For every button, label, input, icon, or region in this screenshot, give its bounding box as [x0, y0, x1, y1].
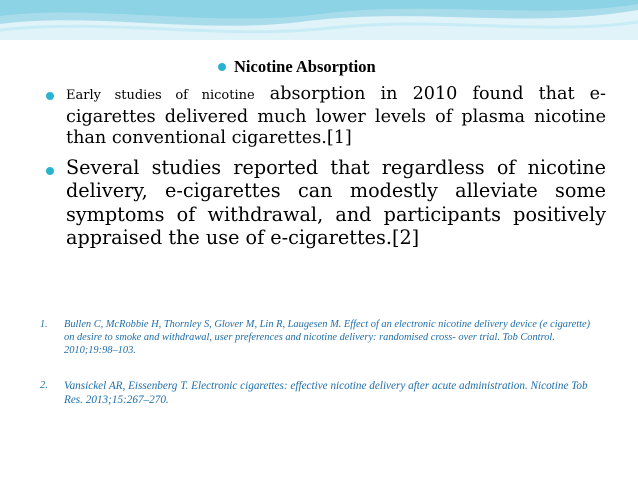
reference-item — [40, 318, 600, 357]
bullet-icon — [218, 63, 226, 71]
reference-number: 2. — [40, 380, 48, 391]
reference-list — [40, 318, 600, 429]
bullet-text: Several studies reported that regardless of nicotine delivery, e-cigarettes can modestly alleviate some symptoms of withdrawal, and participants positively appraised the use of e-cigarettes.[2] — [66, 155, 606, 249]
reference-item — [40, 379, 600, 407]
slide-title — [218, 57, 376, 77]
bullet-item — [46, 84, 606, 150]
reference-text: Vansickel AR, Eissenberg T. Electronic cigarettes: effective nicotine delivery after acute administration. Nicotine Tob Res. 2013;15:267–270. — [64, 380, 588, 406]
header-wave-decoration — [0, 0, 638, 40]
reference-number: 1. — [40, 319, 48, 330]
bullet-icon — [46, 92, 54, 100]
bullet-text — [66, 84, 606, 150]
bullet-item — [46, 156, 606, 250]
bullet-icon — [46, 167, 54, 175]
reference-text: Bullen C, McRobbie H, Thornley S, Glover M, Lin R, Laugesen M. Effect of an electronic nicotine delivery device (e cigarette) on desire to smoke and withdrawal, user preferences and nicotine delivery: randomised cross- over trial. Tob Control. 2010;19:98–103. — [64, 319, 591, 356]
bullet-list — [46, 84, 606, 256]
bullet-rest-text: absorption in 2010 found that e-cigarettes delivered much lower levels of plasma nicotine than conventional cigarettes.[1] — [66, 84, 606, 148]
slide-title-text: Nicotine Absorption — [234, 57, 376, 76]
bullet-lead-text: Early studies of nicotine — [66, 88, 255, 103]
